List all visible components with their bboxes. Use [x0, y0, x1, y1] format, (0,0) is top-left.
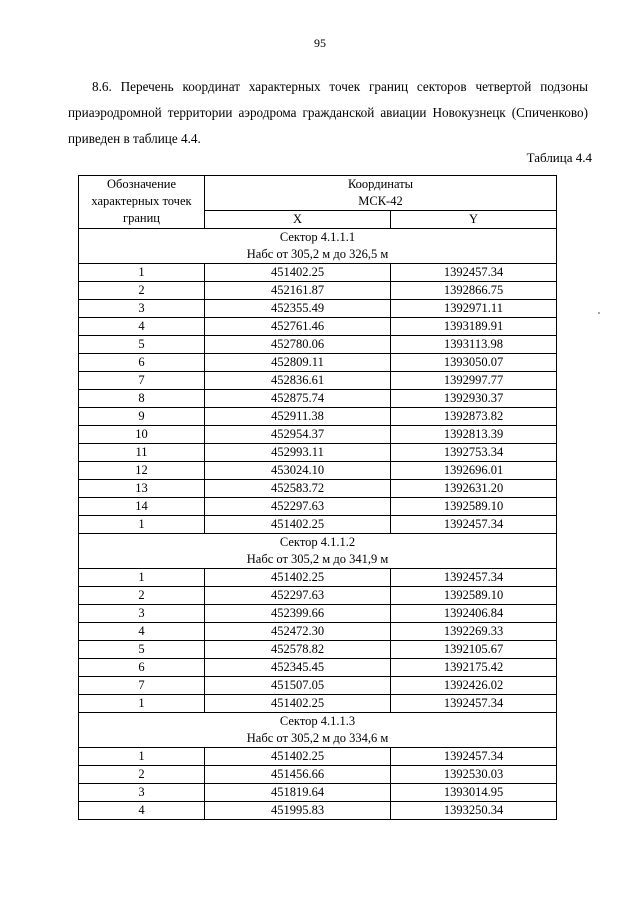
point-number-cell: 4: [79, 318, 205, 336]
x-coordinate-cell: 451995.83: [205, 802, 391, 820]
table-row: [79, 659, 557, 677]
table-header: [79, 176, 557, 229]
x-coordinate-cell: 453024.10: [205, 462, 391, 480]
y-coordinate-cell: 1392696.01: [391, 462, 557, 480]
y-coordinate-cell: 1392105.67: [391, 641, 557, 659]
point-number-cell: 13: [79, 480, 205, 498]
x-coordinate-cell: 451456.66: [205, 766, 391, 784]
x-coordinate-cell: 451819.64: [205, 784, 391, 802]
x-coordinate-cell: 451402.25: [205, 569, 391, 587]
y-coordinate-cell: 1392930.37: [391, 390, 557, 408]
y-coordinate-cell: 1393113.98: [391, 336, 557, 354]
x-coordinate-cell: 452911.38: [205, 408, 391, 426]
x-coordinate-cell: 452297.63: [205, 587, 391, 605]
table-row: [79, 605, 557, 623]
x-coordinate-cell: 452780.06: [205, 336, 391, 354]
sector-header-row: [79, 713, 557, 748]
point-number-cell: 10: [79, 426, 205, 444]
x-coordinate-cell: 451402.25: [205, 264, 391, 282]
y-coordinate-cell: 1392457.34: [391, 569, 557, 587]
y-coordinate-cell: 1392457.34: [391, 695, 557, 713]
header-coordinates: [205, 176, 557, 211]
table-row: [79, 677, 557, 695]
point-number-cell: 1: [79, 695, 205, 713]
scan-artifact: [598, 312, 600, 314]
point-number-cell: 8: [79, 390, 205, 408]
y-coordinate-cell: 1392175.42: [391, 659, 557, 677]
x-coordinate-cell: 451402.25: [205, 695, 391, 713]
y-coordinate-cell: 1392457.34: [391, 748, 557, 766]
table-row: [79, 408, 557, 426]
x-coordinate-cell: 452809.11: [205, 354, 391, 372]
table-row: [79, 354, 557, 372]
point-number-cell: 1: [79, 748, 205, 766]
point-number-cell: 3: [79, 300, 205, 318]
header-coordinates-label: Координаты МСК-42: [347, 177, 414, 208]
table-row: [79, 444, 557, 462]
point-number-cell: 2: [79, 282, 205, 300]
table-row: [79, 641, 557, 659]
table-row: [79, 462, 557, 480]
coordinates-table: [78, 175, 557, 820]
table-row: [79, 300, 557, 318]
point-number-cell: 1: [79, 516, 205, 534]
x-coordinate-cell: 452297.63: [205, 498, 391, 516]
y-coordinate-cell: 1392631.20: [391, 480, 557, 498]
sector-title: Сектор 4.1.1.2: [279, 535, 356, 549]
x-coordinate-cell: 452161.87: [205, 282, 391, 300]
point-number-cell: 5: [79, 641, 205, 659]
x-coordinate-cell: 451402.25: [205, 516, 391, 534]
table-row: [79, 569, 557, 587]
x-coordinate-cell: 452954.37: [205, 426, 391, 444]
y-coordinate-cell: 1392813.39: [391, 426, 557, 444]
table-row: [79, 802, 557, 820]
table-row: [79, 766, 557, 784]
y-coordinate-cell: 1392589.10: [391, 587, 557, 605]
table-row: [79, 516, 557, 534]
sector-height-range: Набс от 305,2 м до 326,5 м: [246, 247, 389, 261]
point-number-cell: 3: [79, 605, 205, 623]
point-number-cell: 2: [79, 587, 205, 605]
header-x: X: [205, 211, 391, 229]
point-number-cell: 5: [79, 336, 205, 354]
table-row: [79, 498, 557, 516]
sector-header-row: [79, 534, 557, 569]
y-coordinate-cell: 1393250.34: [391, 802, 557, 820]
table-caption: Таблица 4.4: [526, 150, 592, 165]
x-coordinate-cell: 451402.25: [205, 748, 391, 766]
y-coordinate-cell: 1392873.82: [391, 408, 557, 426]
point-number-cell: 12: [79, 462, 205, 480]
point-number-cell: 4: [79, 623, 205, 641]
table-row: [79, 695, 557, 713]
x-coordinate-cell: 452761.46: [205, 318, 391, 336]
x-coordinate-cell: 452875.74: [205, 390, 391, 408]
header-point-designation: Обозначение характерных точек границ: [79, 176, 205, 229]
point-number-cell: 3: [79, 784, 205, 802]
table-row: [79, 264, 557, 282]
table-row: [79, 784, 557, 802]
table-row: [79, 587, 557, 605]
sector-heading: [79, 534, 557, 569]
x-coordinate-cell: 452345.45: [205, 659, 391, 677]
sector-header-row: [79, 229, 557, 264]
y-coordinate-cell: 1392589.10: [391, 498, 557, 516]
table-row: [79, 372, 557, 390]
page-number: 95: [314, 36, 326, 50]
x-coordinate-cell: 452836.61: [205, 372, 391, 390]
x-coordinate-cell: 452399.66: [205, 605, 391, 623]
y-coordinate-cell: 1392971.11: [391, 300, 557, 318]
sector-title: Сектор 4.1.1.1: [279, 230, 356, 244]
intro-paragraph: 8.6. Перечень координат характерных точек границ секторов четвертой подзоны приаэродромной территории аэродрома гражданской авиации Новокузнецк (Спиченково) приведен в таблице 4.4.: [68, 79, 588, 146]
table-row: [79, 623, 557, 641]
y-coordinate-cell: 1392406.84: [391, 605, 557, 623]
y-coordinate-cell: 1393189.91: [391, 318, 557, 336]
point-number-cell: 7: [79, 677, 205, 695]
point-number-cell: 9: [79, 408, 205, 426]
table-row: [79, 426, 557, 444]
x-coordinate-cell: 452355.49: [205, 300, 391, 318]
point-number-cell: 2: [79, 766, 205, 784]
point-number-cell: 4: [79, 802, 205, 820]
point-number-cell: 6: [79, 659, 205, 677]
y-coordinate-cell: 1393050.07: [391, 354, 557, 372]
table-row: [79, 480, 557, 498]
y-coordinate-cell: 1392753.34: [391, 444, 557, 462]
table-row: [79, 282, 557, 300]
y-coordinate-cell: 1393014.95: [391, 784, 557, 802]
y-coordinate-cell: 1392457.34: [391, 264, 557, 282]
x-coordinate-cell: 451507.05: [205, 677, 391, 695]
table-row: [79, 318, 557, 336]
y-coordinate-cell: 1392530.03: [391, 766, 557, 784]
point-number-cell: 11: [79, 444, 205, 462]
header-y: Y: [391, 211, 557, 229]
x-coordinate-cell: 452578.82: [205, 641, 391, 659]
table-row: [79, 748, 557, 766]
point-number-cell: 1: [79, 264, 205, 282]
sector-heading: [79, 713, 557, 748]
sector-height-range: Набс от 305,2 м до 341,9 м: [246, 552, 389, 566]
table-body: [79, 229, 557, 820]
sector-height-range: Набс от 305,2 м до 334,6 м: [246, 731, 389, 745]
y-coordinate-cell: 1392997.77: [391, 372, 557, 390]
y-coordinate-cell: 1392457.34: [391, 516, 557, 534]
y-coordinate-cell: 1392269.33: [391, 623, 557, 641]
table-row: [79, 390, 557, 408]
x-coordinate-cell: 452583.72: [205, 480, 391, 498]
x-coordinate-cell: 452472.30: [205, 623, 391, 641]
sector-heading: [79, 229, 557, 264]
y-coordinate-cell: 1392426.02: [391, 677, 557, 695]
point-number-cell: 6: [79, 354, 205, 372]
sector-title: Сектор 4.1.1.3: [279, 714, 356, 728]
point-number-cell: 1: [79, 569, 205, 587]
table-row: [79, 336, 557, 354]
y-coordinate-cell: 1392866.75: [391, 282, 557, 300]
x-coordinate-cell: 452993.11: [205, 444, 391, 462]
point-number-cell: 7: [79, 372, 205, 390]
point-number-cell: 14: [79, 498, 205, 516]
